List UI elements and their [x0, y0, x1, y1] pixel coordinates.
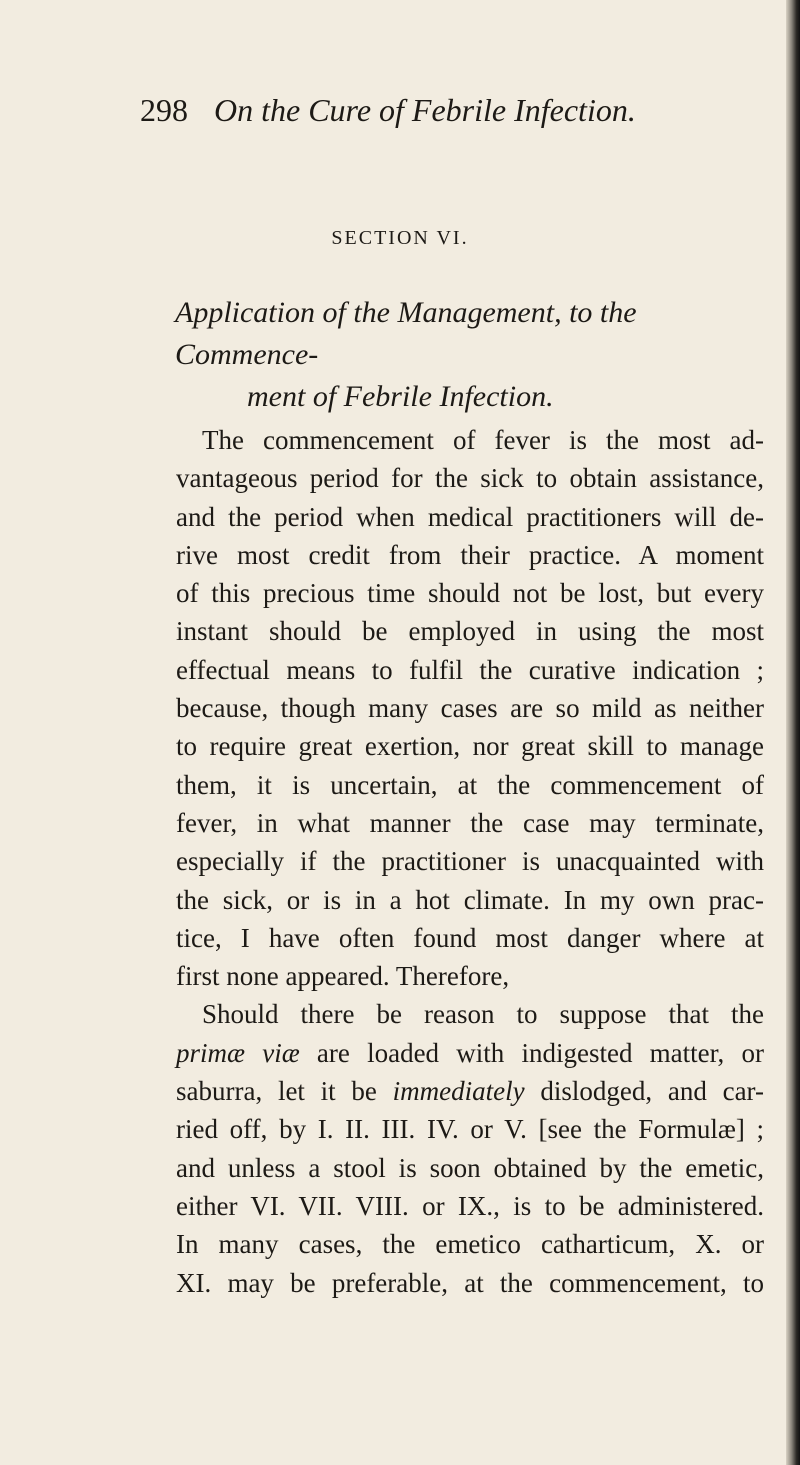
text-line: to require great exertion, nor great skill to manage [176, 731, 764, 762]
text-line: effectual means to fulfil the curative indication ; [176, 654, 764, 685]
text-line: The commencement of fever is the most ad- [202, 425, 764, 455]
text-line: them, it is uncertain, at the commencement of [176, 769, 764, 800]
text-line: first none appeared. Therefore, [176, 961, 510, 992]
text-fragment: dislodged, and car- [524, 1076, 764, 1107]
body-text [176, 421, 764, 1302]
text-line: XI. may be preferable, at the commencement, to [176, 1267, 764, 1298]
text-line: and unless a stool is soon obtained by the emetic, [176, 1152, 764, 1183]
text-line: especially if the practitioner is unacquainted with [176, 846, 764, 877]
section-subtitle [175, 292, 735, 418]
text-line: of this precious time should not be lost, but every [176, 578, 764, 609]
text-line: the sick, or is in a hot climate. In my own prac- [176, 884, 764, 915]
text-line: and the period when medical practitioners will de- [176, 501, 764, 532]
text-line: vantageous period for the sick to obtain assistance, [176, 463, 764, 494]
text-line [176, 1034, 764, 1072]
running-title: On the Cure of Febrile Infection. [214, 92, 636, 128]
text-line: tice, I have often found most danger where at [176, 922, 764, 953]
text-line: instant should be employed in using the most [176, 616, 764, 647]
section-heading: SECTION VI. [331, 227, 469, 249]
text-fragment: saburra, let it be [176, 1076, 393, 1107]
text-line: rive most credit from their practice. A moment [176, 539, 764, 570]
subtitle-line-1: Application of the Management, to the Commence- [175, 296, 637, 371]
subtitle-line-2: ment of Febrile Infection. [247, 380, 554, 413]
latin-phrase: primæ viæ [176, 1037, 300, 1068]
text-line: because, though many cases are so mild as neither [176, 693, 764, 724]
text-line: either VI. VII. VIII. or IX., is to be administered. [176, 1190, 764, 1221]
text-line: ried off, by I. II. III. IV. or V. [see the Formulæ] ; [176, 1114, 764, 1145]
text-fragment: are loaded with indigested matter, or [299, 1037, 764, 1068]
running-head [140, 92, 740, 129]
text-line: fever, in what manner the case may terminate, [176, 807, 764, 838]
emphasized-word: immediately [392, 1076, 525, 1107]
text-line: Should there be reason to suppose that the [202, 999, 764, 1030]
text-line [176, 1072, 764, 1110]
book-spine-edge [786, 0, 800, 1465]
text-line: In many cases, the emetico catharticum, X. or [176, 1229, 764, 1260]
page-number: 298 [140, 92, 188, 128]
